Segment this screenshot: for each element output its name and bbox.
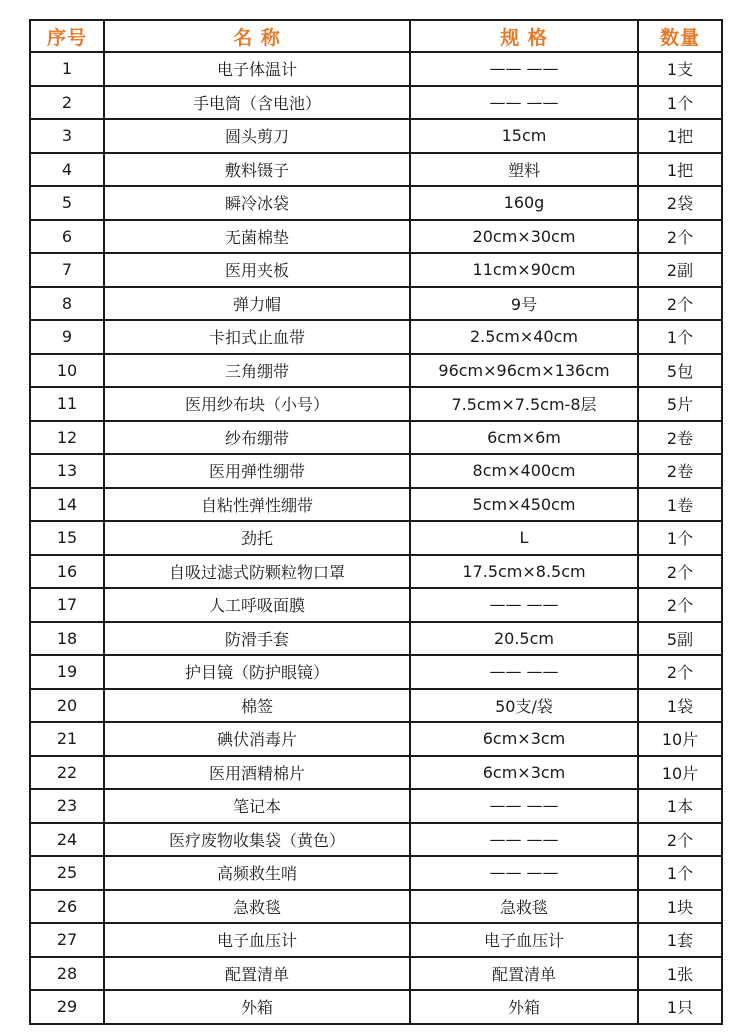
table-row (30, 555, 722, 589)
table-row (30, 622, 722, 656)
table-row (30, 990, 722, 1024)
cell-spec: —— —— (410, 588, 638, 622)
cell-no: 21 (30, 722, 104, 756)
cell-no: 4 (30, 153, 104, 187)
cell-name: 笔记本 (104, 789, 410, 823)
cell-qty: 5副 (638, 622, 722, 656)
cell-no: 19 (30, 655, 104, 689)
table-row (30, 923, 722, 957)
table-row (30, 52, 722, 86)
table-row (30, 722, 722, 756)
table-row (30, 287, 722, 321)
table-row (30, 823, 722, 857)
cell-name: 急救毯 (104, 890, 410, 924)
cell-name: 医用弹性绷带 (104, 454, 410, 488)
cell-spec: 电子血压计 (410, 923, 638, 957)
cell-spec: 6cm×3cm (410, 722, 638, 756)
table-row (30, 387, 722, 421)
cell-name: 配置清单 (104, 957, 410, 991)
cell-no: 7 (30, 253, 104, 287)
table-row (30, 856, 722, 890)
cell-name: 高频救生哨 (104, 856, 410, 890)
inventory-sheet (29, 19, 721, 1025)
cell-qty: 1个 (638, 521, 722, 555)
cell-spec: 外箱 (410, 990, 638, 1024)
cell-name: 电子血压计 (104, 923, 410, 957)
cell-spec: 配置清单 (410, 957, 638, 991)
cell-qty: 1个 (638, 856, 722, 890)
cell-qty: 2个 (638, 588, 722, 622)
cell-qty: 1块 (638, 890, 722, 924)
cell-spec: L (410, 521, 638, 555)
cell-qty: 1袋 (638, 689, 722, 723)
table-row (30, 454, 722, 488)
cell-qty: 1张 (638, 957, 722, 991)
cell-spec: 6cm×6m (410, 421, 638, 455)
cell-no: 22 (30, 756, 104, 790)
cell-qty: 1只 (638, 990, 722, 1024)
cell-no: 29 (30, 990, 104, 1024)
cell-qty: 1个 (638, 320, 722, 354)
table-row (30, 119, 722, 153)
cell-qty: 10片 (638, 756, 722, 790)
cell-no: 26 (30, 890, 104, 924)
cell-spec: 急救毯 (410, 890, 638, 924)
inventory-table (29, 19, 723, 1025)
cell-qty: 2卷 (638, 421, 722, 455)
cell-no: 20 (30, 689, 104, 723)
cell-spec: —— —— (410, 856, 638, 890)
cell-qty: 2卷 (638, 454, 722, 488)
cell-name: 自吸过滤式防颗粒物口罩 (104, 555, 410, 589)
cell-name: 无菌棉垫 (104, 220, 410, 254)
table-row (30, 253, 722, 287)
table-row (30, 320, 722, 354)
table-row (30, 354, 722, 388)
cell-no: 6 (30, 220, 104, 254)
cell-name: 护目镜（防护眼镜） (104, 655, 410, 689)
cell-spec: 5cm×450cm (410, 488, 638, 522)
table-row (30, 655, 722, 689)
cell-name: 自粘性弹性绷带 (104, 488, 410, 522)
cell-name: 医用夹板 (104, 253, 410, 287)
cell-name: 医疗废物收集袋（黄色） (104, 823, 410, 857)
cell-spec: 8cm×400cm (410, 454, 638, 488)
cell-qty: 2袋 (638, 186, 722, 220)
cell-no: 14 (30, 488, 104, 522)
cell-no: 23 (30, 789, 104, 823)
cell-spec: —— —— (410, 789, 638, 823)
cell-no: 11 (30, 387, 104, 421)
cell-no: 13 (30, 454, 104, 488)
table-row (30, 890, 722, 924)
cell-spec: 160g (410, 186, 638, 220)
table-row (30, 689, 722, 723)
cell-no: 15 (30, 521, 104, 555)
cell-no: 17 (30, 588, 104, 622)
cell-qty: 2个 (638, 220, 722, 254)
cell-spec: 9号 (410, 287, 638, 321)
cell-spec: 6cm×3cm (410, 756, 638, 790)
cell-name: 三角绷带 (104, 354, 410, 388)
cell-spec: 20cm×30cm (410, 220, 638, 254)
header-row (30, 20, 722, 52)
cell-name: 碘伏消毒片 (104, 722, 410, 756)
cell-name: 人工呼吸面膜 (104, 588, 410, 622)
cell-spec: 11cm×90cm (410, 253, 638, 287)
cell-qty: 2副 (638, 253, 722, 287)
table-row (30, 789, 722, 823)
cell-spec: 20.5cm (410, 622, 638, 656)
cell-qty: 2个 (638, 287, 722, 321)
table-row (30, 186, 722, 220)
cell-name: 棉签 (104, 689, 410, 723)
cell-qty: 5片 (638, 387, 722, 421)
cell-no: 24 (30, 823, 104, 857)
cell-no: 25 (30, 856, 104, 890)
cell-name: 外箱 (104, 990, 410, 1024)
cell-no: 2 (30, 86, 104, 120)
cell-qty: 1把 (638, 153, 722, 187)
cell-spec: 2.5cm×40cm (410, 320, 638, 354)
cell-spec: —— —— (410, 823, 638, 857)
cell-qty: 1把 (638, 119, 722, 153)
cell-no: 1 (30, 52, 104, 86)
table-row (30, 421, 722, 455)
cell-no: 8 (30, 287, 104, 321)
table-row (30, 521, 722, 555)
cell-no: 3 (30, 119, 104, 153)
cell-spec: 15cm (410, 119, 638, 153)
cell-qty: 2个 (638, 655, 722, 689)
cell-no: 5 (30, 186, 104, 220)
cell-name: 医用纱布块（小号） (104, 387, 410, 421)
table-row (30, 957, 722, 991)
cell-name: 纱布绷带 (104, 421, 410, 455)
cell-qty: 1支 (638, 52, 722, 86)
cell-qty: 1个 (638, 86, 722, 120)
cell-name: 劲托 (104, 521, 410, 555)
cell-qty: 2个 (638, 555, 722, 589)
header-spec: 规 格 (410, 20, 638, 52)
table-body (30, 52, 722, 1024)
header-name: 名 称 (104, 20, 410, 52)
cell-name: 卡扣式止血带 (104, 320, 410, 354)
cell-no: 18 (30, 622, 104, 656)
cell-spec: —— —— (410, 52, 638, 86)
cell-name: 手电筒（含电池） (104, 86, 410, 120)
table-row (30, 220, 722, 254)
cell-name: 医用酒精棉片 (104, 756, 410, 790)
cell-spec: 96cm×96cm×136cm (410, 354, 638, 388)
cell-spec: 50支/袋 (410, 689, 638, 723)
table-row (30, 756, 722, 790)
cell-qty: 1本 (638, 789, 722, 823)
cell-qty: 2个 (638, 823, 722, 857)
cell-no: 27 (30, 923, 104, 957)
cell-name: 弹力帽 (104, 287, 410, 321)
cell-name: 圆头剪刀 (104, 119, 410, 153)
cell-spec: 7.5cm×7.5cm-8层 (410, 387, 638, 421)
cell-spec: 17.5cm×8.5cm (410, 555, 638, 589)
table-row (30, 588, 722, 622)
cell-name: 敷料镊子 (104, 153, 410, 187)
cell-no: 28 (30, 957, 104, 991)
cell-no: 9 (30, 320, 104, 354)
cell-no: 12 (30, 421, 104, 455)
cell-qty: 5包 (638, 354, 722, 388)
cell-name: 瞬冷冰袋 (104, 186, 410, 220)
cell-spec: —— —— (410, 655, 638, 689)
cell-name: 电子体温计 (104, 52, 410, 86)
table-row (30, 86, 722, 120)
table-row (30, 488, 722, 522)
cell-qty: 1卷 (638, 488, 722, 522)
header-no: 序号 (30, 20, 104, 52)
cell-spec: 塑料 (410, 153, 638, 187)
cell-qty: 1套 (638, 923, 722, 957)
cell-spec: —— —— (410, 86, 638, 120)
cell-no: 16 (30, 555, 104, 589)
header-qty: 数量 (638, 20, 722, 52)
cell-name: 防滑手套 (104, 622, 410, 656)
table-row (30, 153, 722, 187)
cell-qty: 10片 (638, 722, 722, 756)
cell-no: 10 (30, 354, 104, 388)
